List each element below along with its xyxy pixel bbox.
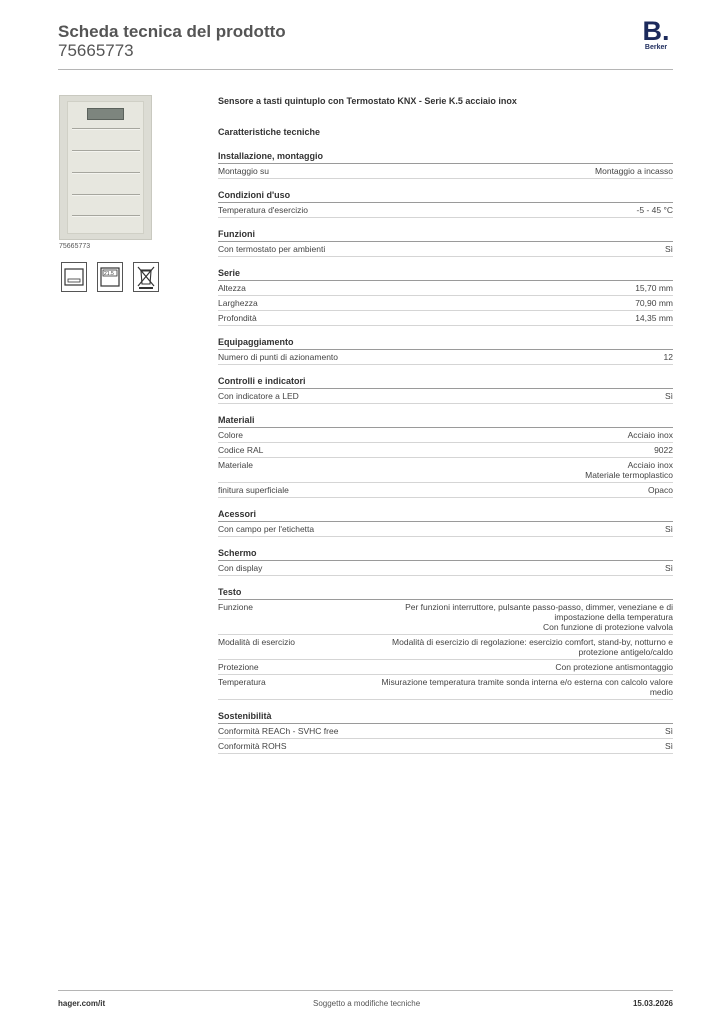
spec-value: 70,90 mm — [635, 298, 673, 308]
spec-content — [218, 96, 673, 754]
key-separator — [72, 128, 140, 129]
spec-row — [218, 600, 673, 635]
product-image — [59, 95, 152, 240]
spec-row — [218, 561, 673, 576]
section-title: Equipaggiamento — [218, 337, 673, 350]
spec-value: 14,35 mm — [635, 313, 673, 323]
spec-value: Montaggio a incasso — [595, 166, 673, 176]
spec-row — [218, 242, 673, 257]
spec-value: Per funzioni interruttore, pulsante passo-passo, dimmer, veneziane e di impostazione della temperatura Con funzione di protezione valvola — [405, 602, 673, 632]
spec-value: Sì — [664, 244, 673, 254]
spec-value: 9022 — [654, 445, 673, 455]
spec-label: Altezza — [218, 283, 246, 293]
spec-value: Acciaio inox — [627, 430, 673, 440]
spec-value: Sì — [664, 391, 673, 401]
product-faceplate — [67, 101, 144, 234]
section-title: Condizioni d'uso — [218, 190, 673, 203]
section-title: Schermo — [218, 548, 673, 561]
key-separator — [72, 194, 140, 195]
spec-label: Funzione — [218, 602, 253, 612]
spec-label: Conformità ROHS — [218, 741, 287, 751]
spec-label: Temperatura — [218, 677, 266, 687]
spec-value: Sì — [664, 563, 673, 573]
spec-label: Codice RAL — [218, 445, 264, 455]
spec-label: Con indicatore a LED — [218, 391, 299, 401]
spec-section — [218, 415, 673, 498]
spec-label: finitura superficiale — [218, 485, 289, 495]
spec-row — [218, 203, 673, 218]
spec-section — [218, 376, 673, 404]
spec-row — [218, 724, 673, 739]
spec-row — [218, 522, 673, 537]
spec-section — [218, 509, 673, 537]
thermostat-icon — [97, 262, 123, 292]
product-display — [87, 108, 124, 120]
section-title: Serie — [218, 268, 673, 281]
spec-value: Sì — [664, 741, 673, 751]
spec-row — [218, 635, 673, 660]
section-title: Acessori — [218, 509, 673, 522]
spec-value: Con protezione antismontaggio — [555, 662, 673, 672]
spec-row — [218, 458, 673, 483]
spec-row — [218, 443, 673, 458]
characteristics-heading: Caratteristiche tecniche — [218, 127, 321, 137]
page-footer — [58, 990, 673, 1019]
product-title: Sensore a tasti quintuplo con Termostato KNX - Serie K.5 acciaio inox — [218, 96, 517, 106]
footer-date: 15.03.2026 — [632, 999, 673, 1008]
spec-label: Con termostato per ambienti — [218, 244, 326, 254]
spec-row — [218, 311, 673, 326]
spec-label: Montaggio su — [218, 166, 270, 176]
spec-row — [218, 164, 673, 179]
section-title: Testo — [218, 587, 673, 600]
spec-row — [218, 675, 673, 700]
spec-label: Larghezza — [218, 298, 258, 308]
key-separator — [72, 172, 140, 173]
page-header — [58, 16, 673, 70]
footer-website[interactable]: hager.com/it — [58, 999, 106, 1008]
display-icon — [61, 262, 87, 292]
spec-value: 12 — [663, 352, 673, 362]
spec-label: Protezione — [218, 662, 259, 672]
spec-row — [218, 483, 673, 498]
spec-value: Acciaio inox Materiale termoplastico — [585, 460, 673, 480]
spec-value: -5 - 45 °C — [636, 205, 673, 215]
spec-value: Misurazione temperatura tramite sonda interna e/o esterna con calcolo valore medio — [381, 677, 673, 697]
spec-value: Modalità di esercizio di regolazione: esercizio comfort, stand-by, notturno e protezione antigelo/caldo — [392, 637, 673, 657]
spec-value: Sì — [664, 726, 673, 736]
key-separator — [72, 150, 140, 151]
image-caption: 75665773 — [59, 243, 91, 250]
section-title: Controlli e indicatori — [218, 376, 673, 389]
spec-value: Opaco — [647, 485, 673, 495]
spec-section — [218, 711, 673, 754]
spec-label: Colore — [218, 430, 244, 440]
spec-value: 15,70 mm — [635, 283, 673, 293]
logo-text: Berker — [644, 44, 668, 51]
spec-label: Temperatura d'esercizio — [218, 205, 308, 215]
product-number: 75665773 — [58, 41, 134, 60]
spec-row — [218, 739, 673, 754]
spec-row — [218, 350, 673, 365]
logo-mark: B. — [642, 16, 670, 46]
section-title: Materiali — [218, 415, 673, 428]
spec-label: Conformità REACh - SVHC free — [218, 726, 339, 736]
section-title: Installazione, montaggio — [218, 151, 673, 164]
spec-row — [218, 281, 673, 296]
section-title: Funzioni — [218, 229, 673, 242]
svg-text:21.5: 21.5 — [104, 271, 114, 277]
section-title: Sostenibilità — [218, 711, 673, 724]
spec-sections — [218, 151, 673, 754]
spec-section — [218, 268, 673, 326]
weee-bin-icon — [133, 262, 159, 292]
spec-row — [218, 296, 673, 311]
spec-label: Con campo per l'etichetta — [218, 524, 315, 534]
spec-label: Profondità — [218, 313, 257, 323]
footer-disclaimer: Soggetto a modifiche tecniche — [313, 999, 421, 1008]
spec-section — [218, 229, 673, 257]
spec-section — [218, 151, 673, 179]
spec-section — [218, 587, 673, 700]
spec-label: Con display — [218, 563, 263, 573]
key-separator — [72, 215, 140, 216]
spec-label: Materiale — [218, 460, 253, 470]
berker-logo — [639, 18, 673, 54]
spec-label: Numero di punti di azionamento — [218, 352, 339, 362]
spec-section — [218, 548, 673, 576]
spec-row — [218, 428, 673, 443]
spec-section — [218, 337, 673, 365]
spec-label: Modalità di esercizio — [218, 637, 296, 647]
spec-row — [218, 389, 673, 404]
spec-section — [218, 190, 673, 218]
spec-value: Sì — [664, 524, 673, 534]
spec-row — [218, 660, 673, 675]
page-title: Scheda tecnica del prodotto — [58, 22, 286, 41]
